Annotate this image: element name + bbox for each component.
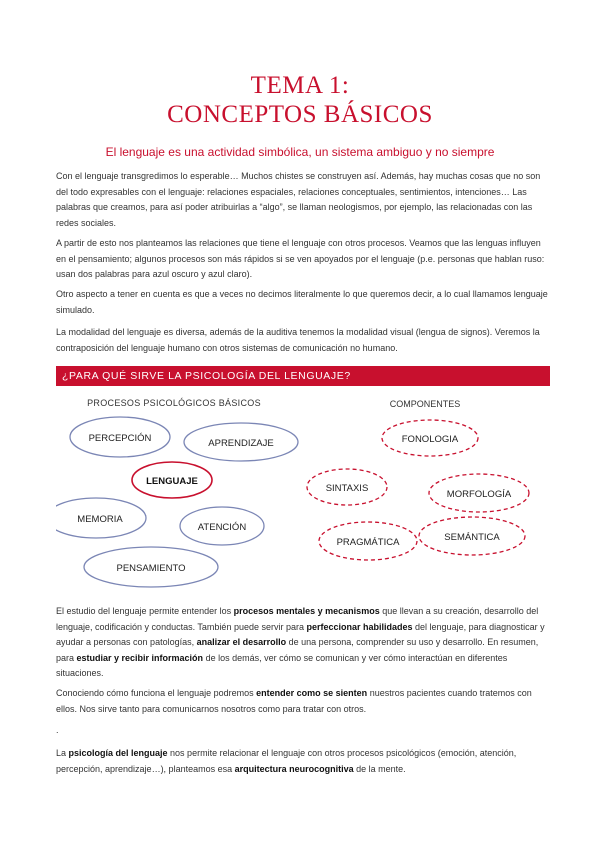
text-run: Conociendo cómo funciona el lenguaje podremos bbox=[56, 688, 257, 698]
body-paragraph-2 bbox=[56, 686, 550, 717]
component-node-semantica bbox=[419, 517, 525, 555]
component-node-pragmatica bbox=[319, 522, 417, 560]
component-node-morfologia bbox=[429, 474, 529, 512]
text-run: del lenguaje, para diagnosticar y ayudar a personas con patologías, bbox=[56, 621, 545, 647]
section-heading: ¿PARA QUÉ SIRVE LA PSICOLOGÍA DEL LENGUAJE? bbox=[62, 370, 351, 382]
body-paragraph-3 bbox=[56, 746, 550, 777]
text-run: nuestros pacientes cuando tratemos con ellos. Nos sirve tanto para comunicarnos nosotros como para tratar con otros. bbox=[56, 688, 532, 714]
intro-paragraph-1: Con el lenguaje transgredimos lo esperable… Muchos chistes se construyen así. Además, hay muchas cosas que no son del todo expresables con el lenguaje: relaciones espaciales, relaciones conceptuales, sentimientos, intenciones… Las palabras que creamos, para así poder atribuirlas a “algo”, se llaman neologismos, por ejemplo, las relacionadas con las redes sociales. bbox=[56, 171, 541, 228]
process-label-aprendizaje: APRENDIZAJE bbox=[208, 438, 274, 449]
text-run: de la mente. bbox=[353, 763, 406, 774]
diagram-right-title: COMPONENTES bbox=[389, 399, 461, 409]
page-title-line1: TEMA 1: bbox=[250, 72, 350, 99]
language-label: LENGUAJE bbox=[146, 476, 198, 487]
component-node-sintaxis bbox=[307, 469, 387, 505]
text-run: de los demás, ver cómo se comunican y ver cómo interactúan en diferentes situaciones. bbox=[56, 652, 508, 678]
component-label-fonologia: FONOLOGIA bbox=[401, 434, 459, 445]
page-title-line2: CONCEPTOS BÁSICOS bbox=[167, 101, 433, 128]
body-paragraph-1 bbox=[56, 604, 550, 682]
bold-phrase: perfeccionar habilidades bbox=[306, 621, 413, 632]
subtitle: El lenguaje es una actividad simbólica, un sistema ambiguo y no siempre bbox=[105, 145, 495, 159]
stray-dot: . bbox=[56, 725, 59, 735]
component-label-sintaxis: SINTAXIS bbox=[325, 483, 369, 494]
process-label-pensamiento: PENSAMIENTO bbox=[116, 563, 186, 574]
language-node bbox=[132, 462, 212, 498]
text-run: nos permite relacionar el lenguaje con otros procesos psicológicos (emoción, atención, percepción, aprendizaje…), planteamos esa bbox=[56, 748, 517, 774]
text-run: El estudio del lenguaje permite entender los bbox=[56, 606, 234, 616]
component-label-pragmatica: PRAGMÁTICA bbox=[336, 537, 400, 548]
component-label-morfologia: MORFOLOGÍA bbox=[446, 489, 512, 500]
bold-phrase: estudiar y recibir información bbox=[76, 652, 204, 663]
bold-phrase: arquitectura neurocognitiva bbox=[234, 763, 354, 774]
diagram-left-title: PROCESOS PSICOLÓGICOS BÁSICOS bbox=[87, 398, 261, 408]
process-label-percepcion: PERCEPCIÓN bbox=[88, 433, 152, 444]
process-node-pensamiento bbox=[84, 547, 218, 587]
intro-paragraph-3: Otro aspecto a tener en cuenta es que a veces no decimos literalmente lo que queremos decir, a lo cual llamamos lenguaje simulado. bbox=[56, 289, 548, 315]
text-run: La bbox=[56, 748, 69, 758]
process-node-memoria bbox=[56, 498, 146, 538]
component-label-semantica: SEMÁNTICA bbox=[444, 532, 500, 543]
bold-phrase: procesos mentales y mecanismos bbox=[233, 606, 380, 616]
bold-phrase: analizar el desarrollo bbox=[196, 637, 287, 647]
bold-phrase: entender como se sienten bbox=[256, 688, 368, 698]
text-run: de una persona, comprender su uso y desarrollo. En resumen, para bbox=[56, 637, 539, 663]
process-node-percepcion bbox=[70, 417, 170, 457]
intro-paragraph-2: A partir de esto nos planteamos las relaciones que tiene el lenguaje con otros procesos. Veamos que las lenguas influyen en el pensamiento; algunos procesos son más rápidos si se ven apoyados por el lenguaje (p.e. personas que hablan ruso: usan dos palabras para azul oscuro y azul claro). bbox=[56, 238, 545, 279]
text-run: que llevan a su creación, desarrollo del lenguaje, codificación y conductas. También puede servir para bbox=[56, 606, 539, 632]
component-node-fonologia bbox=[382, 420, 478, 456]
process-node-atencion bbox=[180, 507, 264, 545]
concept-diagram bbox=[56, 390, 550, 600]
process-label-memoria: MEMORIA bbox=[77, 514, 123, 525]
process-node-aprendizaje bbox=[184, 423, 298, 461]
section-heading-band bbox=[56, 366, 550, 386]
intro-paragraph-4: La modalidad del lenguaje es diversa, además de la auditiva tenemos la modalidad visual (lengua de signos). Veremos la contraposición del lenguaje humano con otros sistemas de comunicación no humano. bbox=[56, 327, 540, 353]
bold-phrase: psicología del lenguaje bbox=[68, 748, 168, 758]
process-label-atencion: ATENCIÓN bbox=[197, 522, 247, 533]
